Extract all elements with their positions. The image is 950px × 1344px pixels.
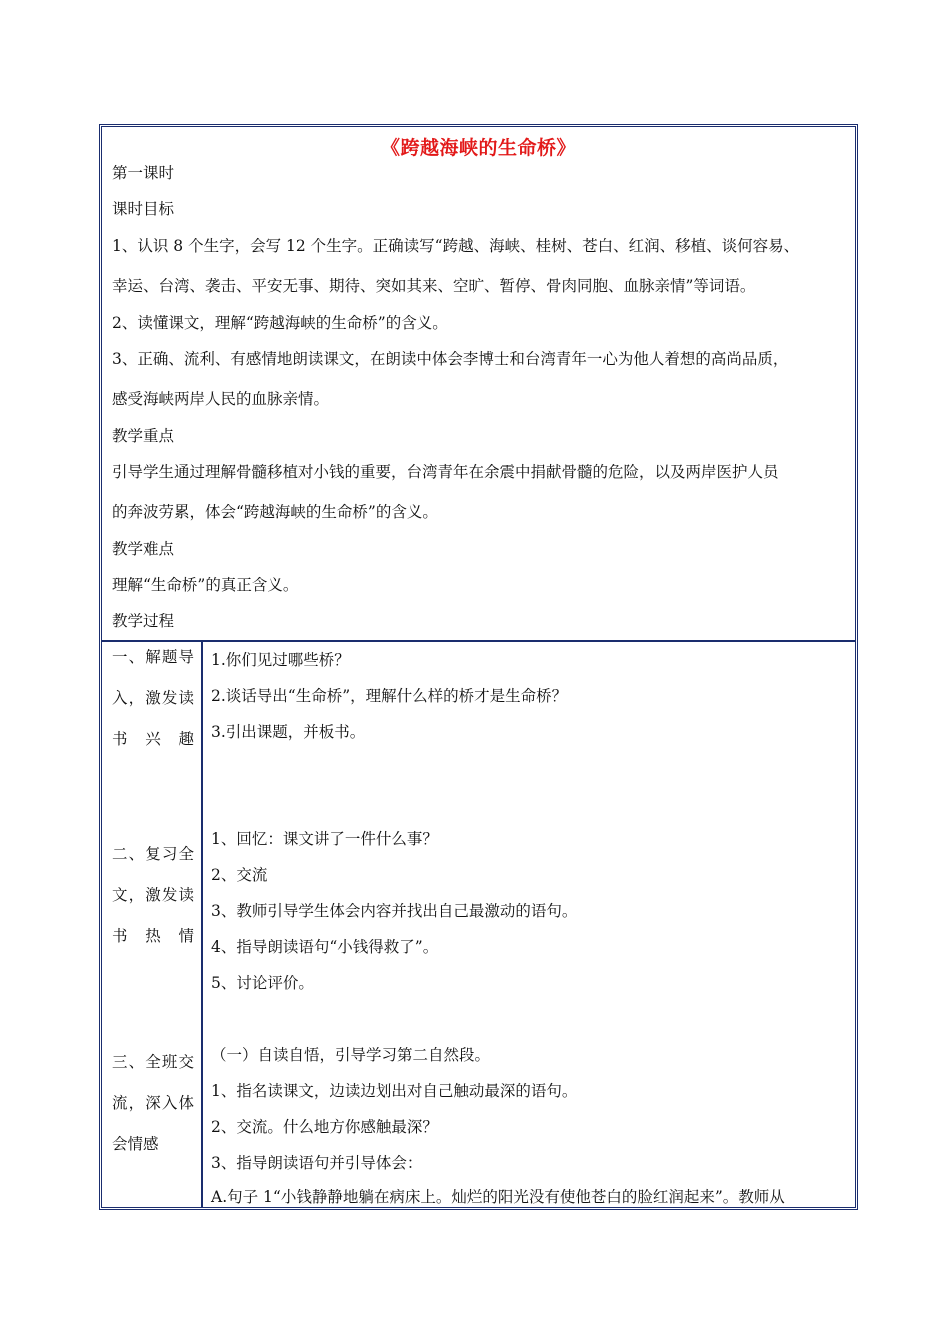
stage-3-step-2: 1、指名读课文，边读边划出对自己触动最深的语句。 xyxy=(211,1082,578,1100)
stage-3-step-4: 3、指导朗读语句并引导体会： xyxy=(211,1154,423,1172)
stage-1-step-3: 3.引出课题，并板书。 xyxy=(211,723,366,741)
key-points-heading: 教学重点 xyxy=(112,427,175,445)
stage-3-step-1: （一）自读自悟，引导学习第二自然段。 xyxy=(211,1046,491,1064)
stage-2-label: 二、复习全文，激发读书热情 xyxy=(112,845,194,945)
document-title: 《跨越海峡的生命桥》 xyxy=(380,137,576,159)
goal-3-line-2: 感受海峡两岸人民的血脉亲情。 xyxy=(112,390,330,408)
lesson-plan-table xyxy=(99,124,858,1210)
stage-2-step-4: 4、指导朗读语句“小钱得救了”。 xyxy=(211,938,439,956)
stage-3-step-5: A.句子 1“小钱静静地躺在病床上。灿烂的阳光没有使他苍白的脸红润起来”。教师从 xyxy=(211,1188,785,1206)
stage-3-step-3: 2、交流。什么地方你感触最深？ xyxy=(211,1118,438,1136)
stage-1-step-2: 2.谈话导出“生命桥”，理解什么样的桥才是生命桥？ xyxy=(211,687,568,705)
goal-1-line-2: 幸运、台湾、袭击、平安无事、期待、突如其来、空旷、暂停、骨肉同胞、血脉亲情”等词语。 xyxy=(112,277,756,295)
stage-2-step-2: 2、交流 xyxy=(211,866,268,884)
stage-2-step-3: 3、教师引导学生体会内容并找出自己最激动的语句。 xyxy=(211,902,578,920)
goal-2: 2、读懂课文，理解“跨越海峡的生命桥”的含义。 xyxy=(112,314,448,332)
stage-1-step-1: 1.你们见过哪些桥？ xyxy=(211,651,350,669)
goal-1-line-1: 1、认识 8 个生字，会写 12 个生字。正确读写“跨越、海峡、桂树、苍白、红润、移植、谈何容易、 xyxy=(112,237,800,255)
stage-1-label: 一、解题导入，激发读书兴趣 xyxy=(112,648,194,748)
goals-heading: 课时目标 xyxy=(112,200,175,218)
key-points-line-2: 的奔波劳累，体会“跨越海峡的生命桥”的含义。 xyxy=(112,503,438,521)
difficulty-heading: 教学难点 xyxy=(112,540,175,558)
key-points-line-1: 引导学生通过理解骨髓移植对小钱的重要，台湾青年在余震中捐献骨髓的危险，以及两岸医护人员 xyxy=(112,463,779,481)
lesson-number: 第一课时 xyxy=(112,164,175,182)
process-heading: 教学过程 xyxy=(112,612,175,630)
stage-2-step-5: 5、讨论评价。 xyxy=(211,974,314,992)
row-divider xyxy=(102,640,855,642)
column-divider xyxy=(201,640,203,1207)
goal-3-line-1: 3、正确、流利、有感情地朗读课文，在朗读中体会李博士和台湾青年一心为他人着想的高尚品质， xyxy=(112,350,789,368)
difficulty-text: 理解“生命桥”的真正含义。 xyxy=(112,576,299,594)
stage-2-step-1: 1、回忆：课文讲了一件什么事？ xyxy=(211,830,438,848)
stage-3-label: 三、全班交流，深入体会情感 xyxy=(112,1053,194,1153)
